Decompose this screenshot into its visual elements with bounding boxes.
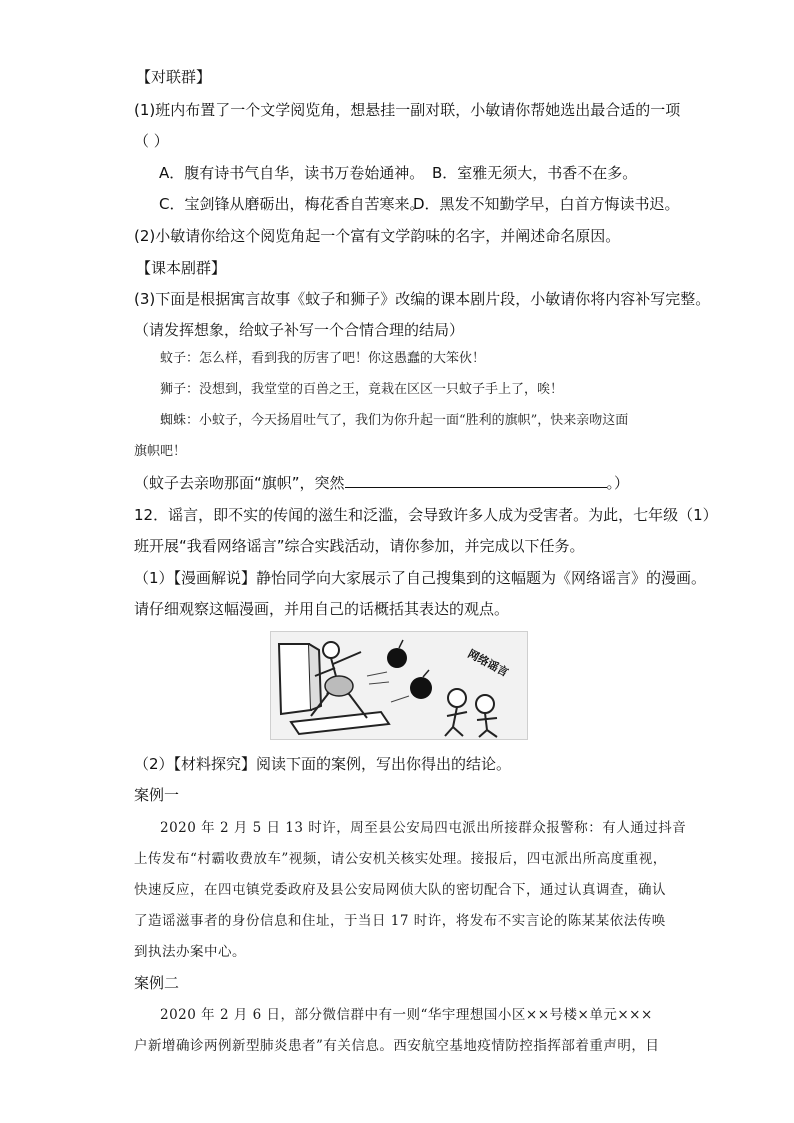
case-1-line: 上传发布“村霸收费放车”视频，请公安机关核实处理。接报后，四屯派出所高度重视，	[134, 851, 667, 867]
fill-in-blank[interactable]	[345, 473, 607, 488]
question-2-text: (2)小敏请你给这个阅览角起一个富有文学韵味的名字，并阐述命名原因。	[134, 227, 621, 245]
task-1-line-1: （1）【漫画解说】静怡同学向大家展示了自己搜集到的这幅题为《网络谣言》的漫画。	[134, 569, 707, 587]
question-3-hint: （请发挥想象，给蚊子补写一个合情合理的结局）	[134, 321, 465, 339]
question-1-text: (1)班内布置了一个文学阅览角，想悬挂一副对联，小敏请你帮她选出最合适的一项	[134, 101, 681, 119]
task-2-text: （2）【材料探究】阅读下面的案例，写出你得出的结论。	[134, 755, 512, 773]
case-2-title: 案例二	[134, 974, 180, 992]
fill-in-line	[134, 473, 629, 493]
question-1-answer-paren: （ ）	[134, 132, 169, 150]
option-c: C．宝剑锋从磨砺出，梅花香自苦寒来。	[159, 195, 425, 213]
case-2-line: 户新增确诊两例新型肺炎患者”有关信息。西安航空基地疫情防控指挥部着重声明，目	[134, 1038, 660, 1054]
comic-drawing	[271, 632, 527, 739]
section-title-script: 【课本剧群】	[136, 259, 227, 277]
case-1-line: 到执法办案中心。	[134, 944, 246, 960]
option-a: A．腹有诗书气自华，读书万卷始通神。	[159, 164, 425, 182]
case-2-line: 2020 年 2 月 6 日，部分微信群中有一则“华宇理想国小区××号楼×单元×××	[160, 1007, 653, 1023]
dialogue-spider-line-1: 蜘蛛：小蚊子，今天扬眉吐气了，我们为你升起一面“胜利的旗帜”，快来亲吻这面	[160, 413, 629, 428]
comic-illustration	[270, 631, 528, 740]
case-1-title: 案例一	[134, 786, 180, 804]
task-1-line-2: 请仔细观察这幅漫画，并用自己的话概括其表达的观点。	[134, 600, 510, 618]
dialogue-spider-line-2: 旗帜吧！	[134, 444, 187, 459]
question-12-line-2: 班开展“我看网络谣言”综合实践活动，请你参加，并完成以下任务。	[134, 537, 585, 555]
fill-in-prefix: （蚊子去亲吻那面“旗帜”，突然	[134, 474, 345, 492]
case-1-line: 快速反应，在四屯镇党委政府及县公安局网侦大队的密切配合下，通过认真调查，确认	[134, 882, 666, 898]
section-title-couplet: 【对联群】	[136, 68, 212, 86]
fill-in-suffix: 。）	[606, 474, 630, 492]
option-d: D．黑发不知勤学早，白首方悔读书迟。	[413, 195, 680, 213]
question-3-text: (3)下面是根据寓言故事《蚊子和狮子》改编的课本剧片段，小敏请你将内容补写完整。	[134, 290, 711, 308]
dialogue-mosquito: 蚊子：怎么样，看到我的厉害了吧！你这愚蠢的大笨伙！	[160, 351, 486, 366]
question-12-line-1: 12．谣言，即不实的传闻的滋生和泛滥，会导致许多人成为受害者。为此，七年级（1）	[134, 506, 718, 524]
comic-label: 网络谣言	[465, 647, 511, 680]
dialogue-lion: 狮子：没想到，我堂堂的百兽之王，竟栽在区区一只蚊子手上了，唉！	[160, 382, 564, 397]
option-b: B．室雅无须大，书香不在多。	[432, 164, 638, 182]
case-1-line: 2020 年 2 月 5 日 13 时许，周至县公安局四屯派出所接群众报警称：有人通过抖音	[160, 820, 687, 836]
case-1-line: 了造谣滋事者的身份信息和住址，于当日 17 时许，将发布不实言论的陈某某依法传唤	[134, 913, 666, 929]
